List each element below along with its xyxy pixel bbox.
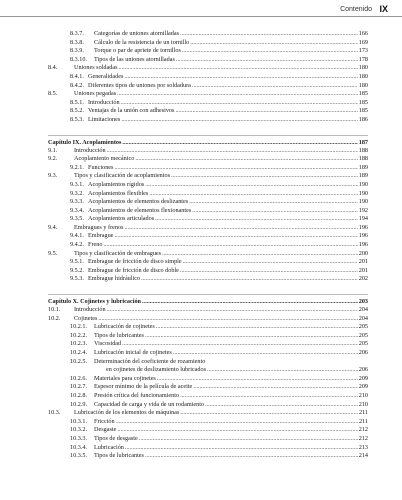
toc-leader-dots <box>141 275 358 284</box>
toc-page-number: 201 <box>358 258 368 266</box>
header-text: Contenido <box>340 6 372 13</box>
toc-leader-dots <box>176 56 358 65</box>
toc-title: Cojinetes <box>74 314 98 322</box>
toc-number: 10.2.2. <box>70 331 88 339</box>
toc-number: 10.2.3. <box>70 340 88 348</box>
toc-number: 8.4.1. <box>70 72 84 80</box>
toc-leader-dots <box>122 340 358 349</box>
section-gap <box>48 125 368 129</box>
toc-number: 9.3.4. <box>70 206 84 214</box>
toc-number: 10.1. <box>48 306 61 314</box>
toc-page-number: 189 <box>358 163 368 171</box>
toc-title: Ventajas de la unión con adhesivos <box>88 107 175 115</box>
toc-row <box>48 30 368 39</box>
toc-page-number: 212 <box>358 434 368 442</box>
toc-title: Introducción <box>74 306 106 314</box>
toc-page-number: 180 <box>358 81 368 89</box>
toc-leader-dots <box>180 267 358 276</box>
toc-leader-dots <box>183 258 358 267</box>
toc-row <box>48 64 368 73</box>
toc-row <box>48 224 368 233</box>
toc-leader-dots <box>157 375 358 384</box>
toc-leader-dots <box>156 323 358 332</box>
toc-page-number: 204 <box>358 306 368 314</box>
toc-row <box>48 232 368 241</box>
toc-title: Generalidades <box>88 72 124 80</box>
toc-row <box>48 172 368 181</box>
toc-page-number: 203 <box>358 298 368 306</box>
toc-leader-dots <box>149 190 357 199</box>
toc-page-number: 169 <box>358 38 368 46</box>
toc-row <box>48 107 368 116</box>
toc-leader-dots <box>145 332 358 341</box>
toc-title: Acoplamientos rígidos <box>88 180 145 188</box>
toc-page-number: 204 <box>358 314 368 322</box>
toc-row <box>48 426 368 435</box>
toc-page-number: 200 <box>358 249 368 257</box>
toc-page-number: 180 <box>358 64 368 72</box>
toc-page-number: 202 <box>358 275 368 283</box>
toc-page-number: 190 <box>358 189 368 197</box>
toc-title: Tipos de las uniones atornilladas <box>94 55 175 63</box>
toc-row <box>48 190 368 199</box>
toc-leader-dots <box>118 64 357 73</box>
toc-title: Categorías de uniones atornilladas <box>94 30 180 37</box>
toc-row <box>48 39 368 48</box>
toc-row <box>48 241 368 250</box>
toc-title: Embrague <box>88 232 114 240</box>
toc-leader-dots <box>189 198 358 207</box>
toc-number: 8.5.3. <box>70 115 84 123</box>
toc-leader-dots <box>125 444 358 453</box>
toc-row <box>48 82 368 91</box>
toc-title: Embragues y frenos <box>74 223 124 231</box>
toc-leader-dots <box>139 435 358 444</box>
toc-title: Materiales para cojinetes <box>94 374 156 382</box>
toc-page-number: 205 <box>358 323 368 331</box>
toc-page-number: 186 <box>358 115 368 123</box>
toc-title: Lubricación <box>94 443 124 451</box>
toc-number: 10.3.5. <box>70 452 88 460</box>
header-page-number: IX <box>379 4 388 14</box>
toc-leader-dots <box>124 73 357 82</box>
toc-row <box>48 47 368 56</box>
toc-title: Uniones pegadas <box>74 90 117 98</box>
toc-number: 9.5.3. <box>70 275 84 283</box>
toc-row <box>48 306 368 315</box>
toc-number: 8.3.10. <box>70 55 88 63</box>
toc-page-number: 209 <box>358 383 368 391</box>
toc-page-number: 188 <box>358 155 368 163</box>
toc-leader-dots <box>180 30 358 39</box>
toc-number: 9.3.3. <box>70 198 84 206</box>
toc-row <box>48 90 368 99</box>
toc-page-number: 185 <box>358 107 368 115</box>
toc-page-number: 214 <box>358 452 368 460</box>
toc-leader-dots <box>98 315 357 324</box>
toc-leader-dots <box>180 392 358 401</box>
toc-leader-dots <box>114 164 357 173</box>
toc-number: 9.2. <box>48 155 58 163</box>
toc-number: 10.2. <box>48 314 61 322</box>
toc-page-number: 190 <box>358 198 368 206</box>
toc-number: 9.5. <box>48 249 58 257</box>
toc-page-number: 196 <box>358 232 368 240</box>
toc-page-number: 211 <box>358 417 368 425</box>
toc-leader-dots <box>135 155 357 164</box>
toc-page-number: 188 <box>358 146 368 154</box>
toc-title: Embrague de fricción de disco simple <box>88 258 182 266</box>
toc-title: Cálculo de la resistencia de un tornillo <box>94 38 190 46</box>
toc-row <box>48 275 368 284</box>
toc-row <box>48 56 368 65</box>
toc-number: 10.2.1. <box>70 323 88 331</box>
toc-row <box>48 99 368 108</box>
toc-row <box>48 444 368 453</box>
toc-row <box>48 258 368 267</box>
toc-number: 9.3. <box>48 172 58 180</box>
toc-row <box>48 340 368 349</box>
toc-title: Embrague hidráulico <box>88 275 141 283</box>
toc-row <box>48 383 368 392</box>
toc-number: 10.3.3. <box>70 434 88 442</box>
toc-title: Embrague de fricción de disco doble <box>88 266 179 274</box>
toc-number: 9.3.1. <box>70 180 84 188</box>
toc-number: 8.5.2. <box>70 107 84 115</box>
toc-leader-dots <box>103 241 357 250</box>
toc-number: 10.2.9. <box>70 400 88 408</box>
toc-leader-dots <box>116 418 358 427</box>
toc-title: en cojinetes de deslizamiento lubricados <box>106 366 206 374</box>
toc-row <box>48 164 368 173</box>
toc-row <box>48 267 368 276</box>
toc-title: Acoplamientos flexibles <box>88 189 149 197</box>
toc-leader-dots <box>192 82 358 91</box>
toc-row <box>48 250 368 259</box>
toc-title: Tipos de lubricantes <box>94 331 144 339</box>
toc-leader-dots <box>205 401 358 410</box>
toc-page-number: 213 <box>358 443 368 451</box>
toc-chapter-row <box>48 294 368 306</box>
toc-number: 9.5.1. <box>70 258 84 266</box>
toc-title: Capítulo IX. Acoplamientos <box>48 138 122 146</box>
toc-row <box>48 349 368 358</box>
toc-row <box>48 452 368 461</box>
toc-row <box>48 323 368 332</box>
toc-page-number: 206 <box>358 349 368 356</box>
toc-row <box>48 392 368 401</box>
toc-page-number: 201 <box>358 266 368 274</box>
toc-number: 10.2.4. <box>70 349 88 356</box>
toc-page-number: 206 <box>358 366 368 374</box>
toc-number: 10.3.4. <box>70 443 88 451</box>
toc-leader-dots <box>117 90 358 99</box>
toc-page-number: 205 <box>358 331 368 339</box>
toc-number: 8.4. <box>48 64 58 72</box>
toc-number: 9.4. <box>48 223 58 231</box>
toc-title: Torque o par de apriete de tornillos <box>94 47 181 55</box>
toc-number: 9.3.2. <box>70 189 84 197</box>
toc-title: Uniones soldadas <box>74 64 118 72</box>
section-gap <box>48 284 368 288</box>
toc-page-number: 185 <box>358 98 368 106</box>
toc-leader-dots <box>192 207 357 216</box>
toc-row <box>48 116 368 125</box>
toc-row <box>48 401 368 410</box>
toc-leader-dots <box>107 306 358 315</box>
toc-title: Capacidad de carga y vida de un rodamiento <box>94 400 205 408</box>
toc-title: Espesor mínimo de la película de aceite <box>94 383 193 391</box>
toc-page-number: 187 <box>358 138 368 146</box>
toc-number: 9.2.1. <box>70 163 84 171</box>
toc-number: 8.5.1. <box>70 98 84 106</box>
header-rule <box>0 16 402 17</box>
toc-number: 8.3.7. <box>70 30 84 37</box>
toc-title: Acoplamientos de elementos deslizantes <box>88 198 189 206</box>
toc-page-number: 190 <box>358 180 368 188</box>
toc-page-number: 212 <box>358 426 368 434</box>
toc-leader-dots <box>117 426 357 435</box>
toc-row <box>48 215 368 224</box>
toc-page-number: 196 <box>358 223 368 231</box>
toc-number: 8.5. <box>48 90 58 98</box>
toc-number: 9.4.2. <box>70 241 84 249</box>
toc-leader-dots <box>125 224 358 233</box>
table-of-contents <box>48 30 368 461</box>
toc-page-number: 210 <box>358 391 368 399</box>
toc-number: 9.4.1. <box>70 232 84 240</box>
toc-title: Acoplamiento mecánico <box>74 155 135 163</box>
toc-leader-dots <box>145 452 358 461</box>
toc-title: Viscosidad <box>94 340 122 348</box>
toc-title: Acoplamientos de elementos flexionantes <box>88 206 192 214</box>
toc-title: Desgaste <box>94 426 117 434</box>
toc-page-number: 166 <box>358 30 368 37</box>
toc-number: 10.2.6. <box>70 374 88 382</box>
toc-leader-dots <box>114 232 357 241</box>
toc-page-number: 185 <box>358 90 368 98</box>
toc-row <box>48 147 368 156</box>
toc-number: 10.2.7. <box>70 383 88 391</box>
toc-chapter-row <box>48 135 368 147</box>
toc-number: 8.4.2. <box>70 81 84 89</box>
toc-page-number: 211 <box>358 409 368 417</box>
toc-title: Diferentes tipos de uniones por soldadura <box>88 81 191 89</box>
toc-row <box>48 198 368 207</box>
toc-page-number: 180 <box>358 72 368 80</box>
toc-title: Capítulo X. Cojinetes y lubricación <box>48 298 141 306</box>
toc-title: Tipos de desgaste <box>94 434 138 442</box>
toc-leader-dots <box>121 99 358 108</box>
toc-number: 10.2.5. <box>70 357 88 365</box>
toc-title: Tipos y clasificación de embragues <box>74 249 162 257</box>
toc-leader-dots <box>190 39 358 48</box>
toc-row <box>48 358 368 367</box>
toc-title: Determinación del coeficiente de rozamiento <box>94 357 206 365</box>
toc-row <box>48 366 368 375</box>
toc-leader-dots <box>207 366 358 375</box>
toc-page-number: 194 <box>358 215 368 223</box>
toc-page-number: 173 <box>358 47 368 55</box>
toc-page-number: 210 <box>358 400 368 408</box>
toc-title: Lubricación inicial de cojinetes <box>94 349 172 356</box>
toc-leader-dots <box>180 409 358 418</box>
toc-page-number: 196 <box>358 241 368 249</box>
toc-row <box>48 409 368 418</box>
toc-leader-dots <box>193 383 357 392</box>
toc-number: 9.3.5. <box>70 215 84 223</box>
toc-number: 10.3. <box>48 409 61 417</box>
toc-title: Lubricación de cojinetes <box>94 323 155 331</box>
toc-title: Tipos y clasificación de acoplamientos <box>74 172 170 180</box>
toc-row <box>48 73 368 82</box>
toc-leader-dots <box>145 181 358 190</box>
toc-leader-dots <box>107 147 358 156</box>
toc-leader-dots <box>162 250 358 259</box>
toc-title: Introducción <box>88 98 120 106</box>
toc-number: 9.5.2. <box>70 266 84 274</box>
toc-row <box>48 207 368 216</box>
toc-title: Acoplamientos articulados <box>88 215 155 223</box>
toc-number: 10.3.1. <box>70 417 88 425</box>
toc-page-number: 209 <box>358 374 368 382</box>
toc-page-number: 189 <box>358 172 368 180</box>
toc-row <box>48 375 368 384</box>
toc-row <box>48 418 368 427</box>
toc-row <box>48 332 368 341</box>
toc-page-number: 205 <box>358 340 368 348</box>
toc-leader-dots <box>173 349 358 358</box>
toc-number: 10.3.2. <box>70 426 88 434</box>
toc-title: Fricción <box>94 417 115 425</box>
toc-page-number: 192 <box>358 206 368 214</box>
toc-title: Freno <box>88 241 103 249</box>
toc-number: 10.2.8. <box>70 391 88 399</box>
toc-row <box>48 155 368 164</box>
toc-number: 8.3.9. <box>70 47 84 55</box>
toc-leader-dots <box>171 172 358 181</box>
toc-title: Introducción <box>74 146 106 154</box>
toc-number: 9.1. <box>48 146 58 154</box>
toc-title: Presión crítica del funcionamiento <box>94 391 180 399</box>
toc-leader-dots <box>175 107 357 116</box>
toc-page-number: 178 <box>358 55 368 63</box>
toc-number: 8.3.8. <box>70 38 84 46</box>
toc-row <box>48 315 368 324</box>
toc-title: Tipos de lubricantes <box>94 452 144 460</box>
toc-leader-dots <box>121 116 357 125</box>
toc-title: Funciones <box>88 163 114 171</box>
toc-leader-dots <box>155 215 358 224</box>
toc-title: Limitaciones <box>88 115 121 123</box>
toc-title: Lubricación de los elementos de máquinas <box>74 409 180 417</box>
toc-leader-dots <box>182 47 358 56</box>
toc-row <box>48 435 368 444</box>
toc-row <box>48 181 368 190</box>
